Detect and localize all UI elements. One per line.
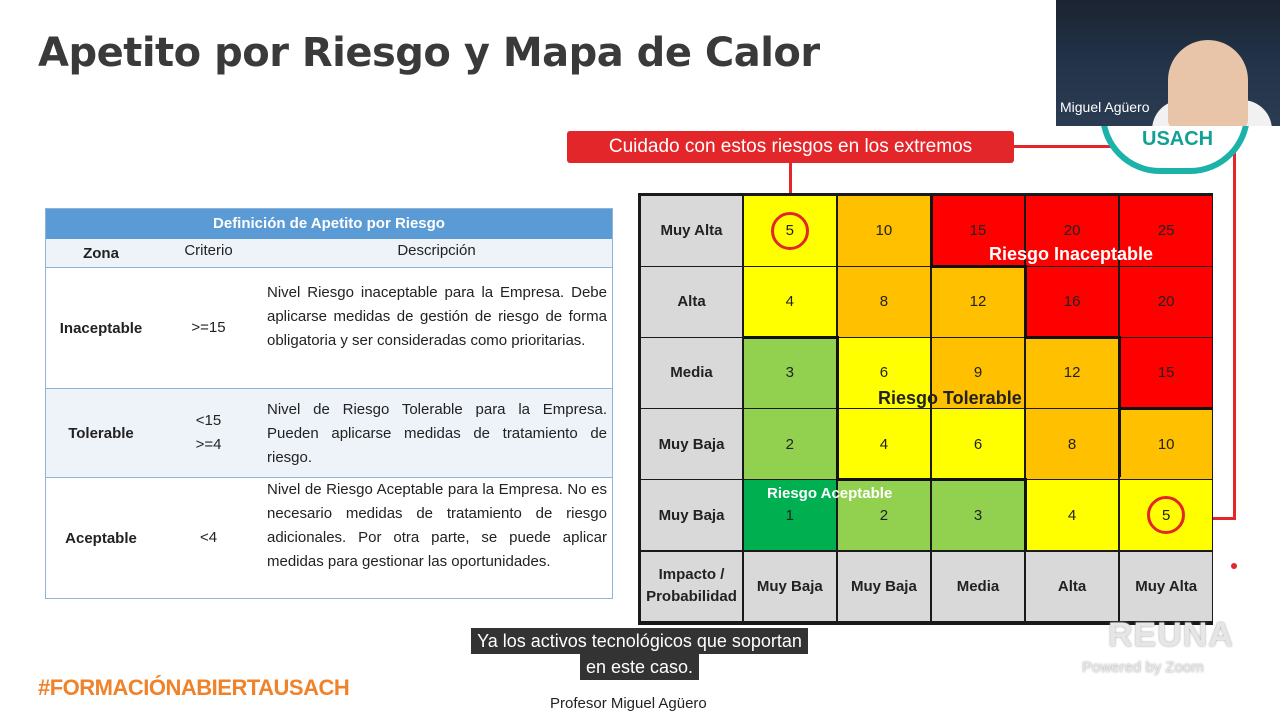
column-zona: Zona [83, 245, 119, 262]
zone-label-aceptable: Riesgo Aceptable [767, 485, 893, 502]
column-label: Muy Baja [838, 552, 931, 622]
row-label: Muy Alta [641, 196, 742, 266]
participant-name: Miguel Agüero [1060, 99, 1150, 115]
footer-presenter: Profesor Miguel Agüero [550, 695, 707, 712]
risk-cell: 5 [1120, 480, 1213, 550]
risk-cell: 15 [1120, 338, 1213, 408]
description: Nivel de Riesgo Tolerable para la Empresa. Pueden aplicarse medidas de tratamiento de riesgo. [267, 401, 607, 466]
risk-cell: 12 [1026, 338, 1119, 408]
risk-cell: 12 [932, 267, 1025, 337]
column-criterio: Criterio [184, 242, 233, 259]
zone-border [1024, 336, 1120, 339]
row-label: Muy Baja [641, 480, 742, 550]
risk-cell: 10 [838, 196, 931, 266]
risk-cell: 1 [744, 480, 837, 550]
description: Nivel Riesgo inaceptable para la Empresa. Debe aplicarse medidas de gestión de riesgo de forma obligatoria y ser consideradas como prioritarias. [267, 284, 607, 349]
subtitle-line: Ya los activos tecnológicos que soportan [471, 628, 808, 654]
axis-corner-label [641, 552, 742, 622]
corner-label-line: Probabilidad [646, 588, 737, 606]
column-label: Alta [1026, 552, 1119, 622]
warning-callout: Cuidado con estos riesgos en los extremos [567, 131, 1014, 163]
hashtag-label: #FORMACIÓNABIERTAUSACH [38, 675, 350, 700]
risk-cell: 8 [838, 267, 931, 337]
table-row [46, 478, 612, 598]
zone-label: Inaceptable [59, 319, 143, 337]
zone-label-tolerable: Riesgo Tolerable [878, 388, 1022, 408]
description: Nivel de Riesgo Aceptable para la Empresa. No es necesario medidas de tratamiento de riesgo adicionales. Por otra parte, se puede aplicar medidas para gestionar las oportunidades. [267, 481, 607, 570]
subtitle-line: en este caso. [580, 654, 699, 680]
table-column-headers [46, 239, 612, 268]
zone-border [930, 265, 1026, 268]
criterion-value: >=4 [195, 436, 222, 453]
risk-cell: 2 [744, 409, 837, 479]
criterion-value: <15 [195, 412, 222, 429]
reuna-watermark: REUNA [1108, 616, 1234, 654]
table-row [46, 389, 612, 478]
risk-cell: 6 [932, 409, 1025, 479]
table-header: Definición de Apetito por Riesgo [46, 209, 612, 239]
zone-border [836, 336, 839, 479]
row-label: Media [641, 338, 742, 408]
row-label: Muy Baja [641, 409, 742, 479]
risk-cell: 25 [1120, 196, 1213, 266]
risk-cell: 8 [1026, 409, 1119, 479]
live-subtitles [443, 628, 836, 680]
risk-cell: 2 [838, 480, 931, 550]
row-label: Alta [641, 267, 742, 337]
column-descripcion: Descripción [397, 242, 476, 259]
criterion-value: <4 [199, 529, 218, 546]
zone-label: Aceptable [65, 529, 137, 547]
criterion-value: >=15 [191, 319, 226, 336]
zone-border [836, 478, 1026, 481]
zoom-watermark: Powered by Zoom [1082, 659, 1204, 676]
slide-title: Apetito por Riesgo y Mapa de Calor [38, 30, 820, 76]
zone-border [1118, 407, 1212, 410]
risk-cell: 16 [1026, 267, 1119, 337]
risk-cell: 4 [744, 267, 837, 337]
participant-video-tile[interactable] [1056, 0, 1280, 126]
usach-logo: USACH [1100, 114, 1250, 174]
zone-border [1024, 265, 1027, 337]
zone-label-inaceptable: Riesgo Inaceptable [989, 244, 1154, 264]
risk-cell: 4 [838, 409, 931, 479]
zone-label: Tolerable [68, 424, 134, 442]
risk-cell: 10 [1120, 409, 1213, 479]
criterion [156, 478, 261, 598]
risk-cell: 6 [838, 338, 931, 408]
column-label: Muy Baja [744, 552, 837, 622]
participant-face [1168, 40, 1248, 126]
highlight-circle [771, 212, 809, 250]
criterion [156, 268, 261, 388]
appetite-definition-table [45, 208, 613, 599]
risk-cell: 5 [744, 196, 837, 266]
risk-cell: 20 [1026, 196, 1119, 266]
risk-cell: 4 [1026, 480, 1119, 550]
zone-border [744, 336, 838, 339]
risk-cell: 3 [744, 338, 837, 408]
connector-line [1233, 145, 1236, 520]
risk-heatmap [638, 193, 1213, 625]
risk-cell: 3 [932, 480, 1025, 550]
risk-cell: 20 [1120, 267, 1213, 337]
corner-label-line: Impacto / [658, 566, 725, 584]
table-row [46, 268, 612, 389]
column-label: Media [932, 552, 1025, 622]
zone-border [930, 196, 933, 268]
laser-pointer-icon [1231, 563, 1237, 569]
risk-cell: 9 [932, 338, 1025, 408]
risk-cell: 15 [932, 196, 1025, 266]
zone-border [1024, 478, 1027, 550]
criterion [156, 389, 261, 477]
column-label: Muy Alta [1120, 552, 1213, 622]
